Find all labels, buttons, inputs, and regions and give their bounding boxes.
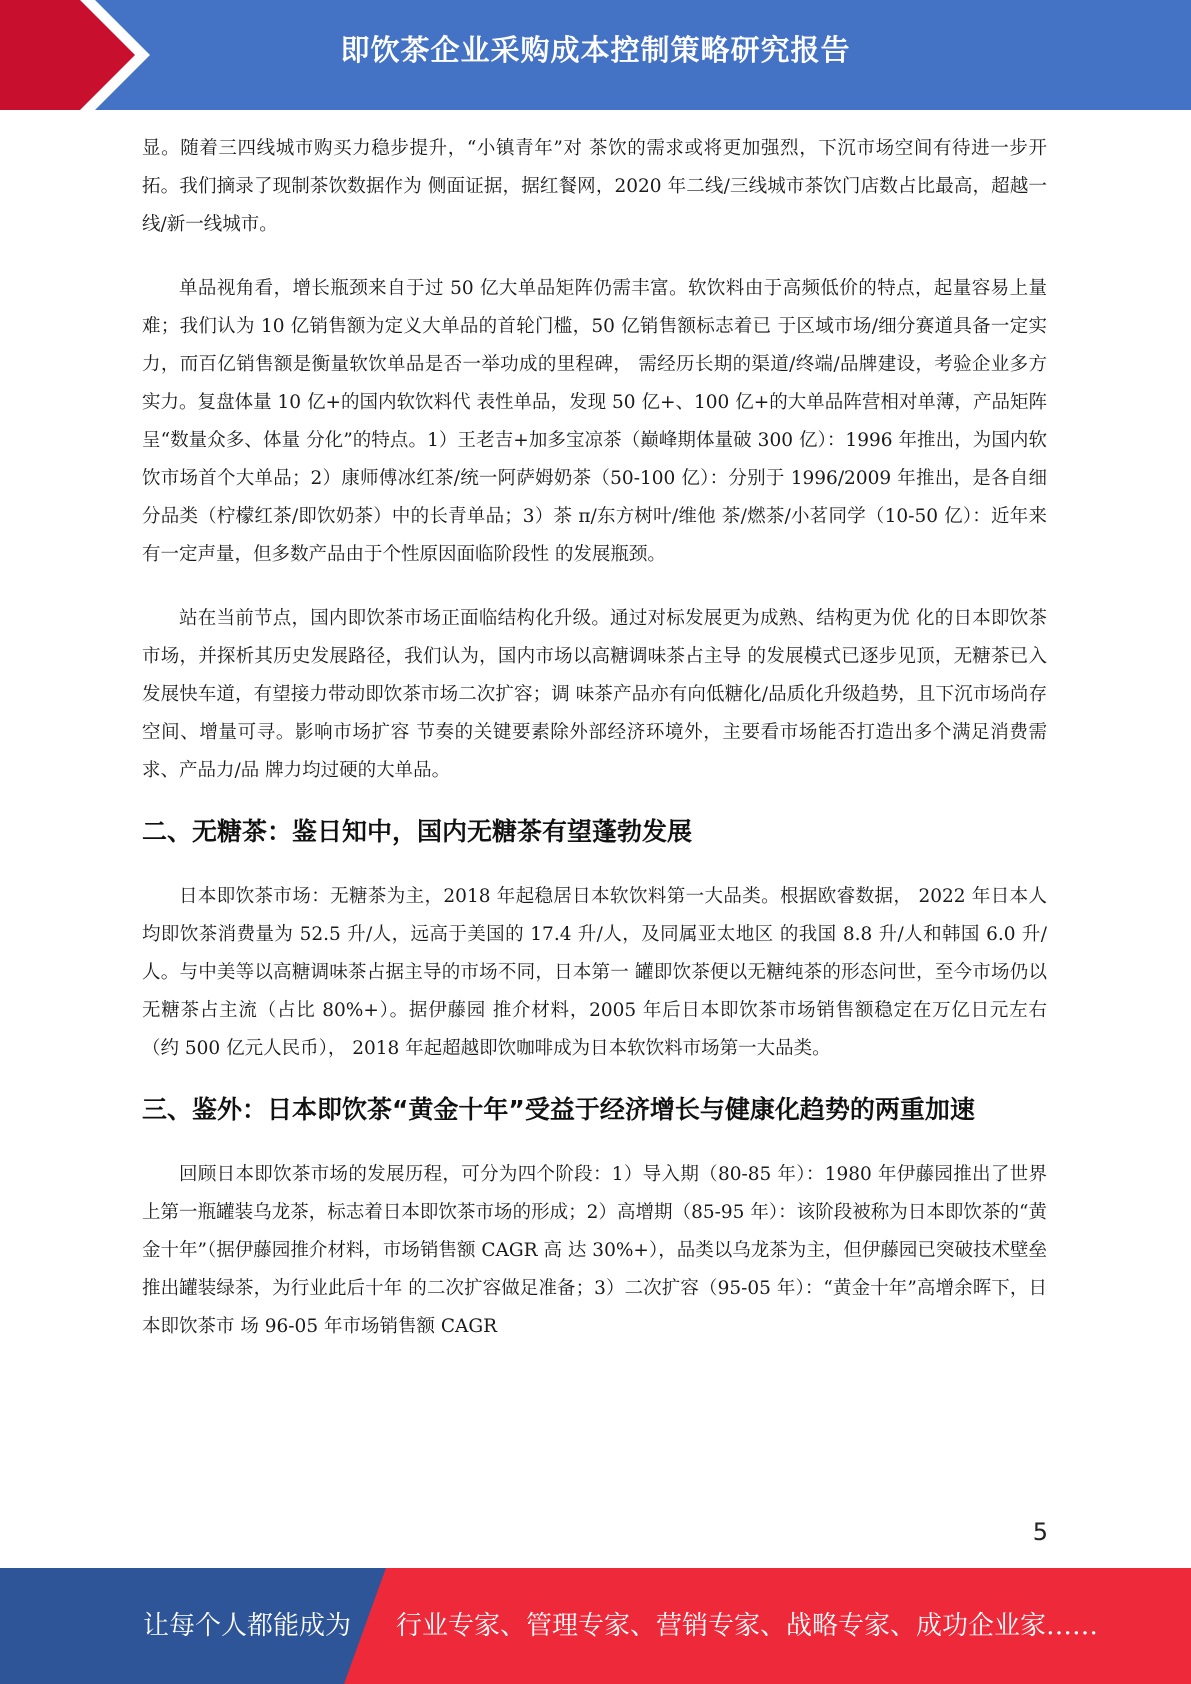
paragraph-current-stage: 站在当前节点，国内即饮茶市场正面临结构化升级。通过对标发展更为成熟、结构更为优 化的日本即饮茶市场，并探析其历史发展路径，我们认为，国内市场以高糖调味茶占主导 的发展模式已逐步见顶，无糖茶已入发展快车道，有望接力带动即饮茶市场二次扩容；调 味茶产品亦有向低糖化/品质化升级趋势，且下沉市场尚存空间、增量可寻。影响市场扩容 节奏的关键要素除外部经济环境外，主要看市场能否打造出多个满足消费需求、产品力/品 牌力均过硬的大单品。 xyxy=(142,608,1047,781)
report-title: 即饮茶企业采购成本控制策略研究报告 xyxy=(340,33,851,67)
page-footer xyxy=(0,1568,1191,1684)
paragraph-japan-history: 回顾日本即饮茶市场的发展历程，可分为四个阶段：1）导入期（80-85 年）：1980 年伊藤园推出了世界上第一瓶罐装乌龙茶，标志着日本即饮茶市场的形成；2）高增期（85-95 年）：该阶段被称为日本即饮茶的“黄金十年”（据伊藤园推介材料，市场销售额 CAGR 高 达 30%+），品类以乌龙茶为主，但伊藤园已突破技术壁垒推出罐装绿茶，为行业此后十年 的二次扩容做足准备；3）二次扩容（95-05 年）：“黄金十年”高增余晖下，日本即饮茶市 场 96-05 年市场销售额 CAGR xyxy=(142,1164,1047,1337)
footer-slogan-left: 让每个人都能成为 xyxy=(143,1611,352,1641)
paragraph-continuation: 显。随着三四线城市购买力稳步提升，“小镇青年”对 茶饮的需求或将更加强烈，下沉市场空间有待进一步开拓。我们摘录了现制茶饮数据作为 侧面证据，据红餐网，2020 年二线/三线城市茶饮门店数占比最高，超越一线/新一线城市。 xyxy=(142,138,1047,235)
paragraph-single-product: 单品视角看，增长瓶颈来自于过 50 亿大单品矩阵仍需丰富。软饮料由于高频低价的特点，起量容易上量难；我们认为 10 亿销售额为定义大单品的首轮门槛，50 亿销售额标志着已 于区域市场/细分赛道具备一定实力，而百亿销售额是衡量软饮单品是否一举功成的里程碑， 需经历长期的渠道/终端/品牌建设，考验企业多方实力。复盘体量 10 亿+的国内软饮料代 表性单品，发现 50 亿+、100 亿+的大单品阵营相对单薄，产品矩阵呈“数量众多、体量 分化”的特点。1）王老吉+加多宝凉茶（巅峰期体量破 300 亿）：1996 年推出，为国内软 饮市场首个大单品；2）康师傅冰红茶/统一阿萨姆奶茶（50-100 亿）：分别于 1996/2009 年推出，是各自细分品类（柠檬红茶/即饮奶茶）中的长青单品；3）茶 π/东方树叶/维他 茶/燃茶/小茗同学（10-50 亿）：近年来有一定声量，但多数产品由于个性原因面临阶段性 的发展瓶颈。 xyxy=(142,278,1047,565)
section-heading-2: 二、无糖茶：鉴日知中，国内无糖茶有望蓬勃发展 xyxy=(142,817,693,846)
footer-slogan-right: 行业专家、管理专家、营销专家、战略专家、成功企业家…… xyxy=(396,1611,1099,1641)
paragraph-japan-market: 日本即饮茶市场：无糖茶为主，2018 年起稳居日本软饮料第一大品类。根据欧睿数据， 2022 年日本人均即饮茶消费量为 52.5 升/人，远高于美国的 17.4 升/人，及同属亚太地区 的我国 8.8 升/人和韩国 6.0 升/人。与中美等以高糖调味茶占据主导的市场不同，日本第一 罐即饮茶便以无糖纯茶的形态问世，至今市场仍以无糖茶占主流（占比 80%+）。据伊藤园 推介材料，2005 年后日本即饮茶市场销售额稳定在万亿日元左右（约 500 亿元人民币）， 2018 年起超越即饮咖啡成为日本软饮料市场第一大品类。 xyxy=(142,886,1047,1059)
page-header xyxy=(0,0,1191,110)
document-body xyxy=(142,130,1047,1346)
page-number: 5 xyxy=(1032,1518,1048,1546)
section-heading-3: 三、鉴外：日本即饮茶“黄金十年”受益于经济增长与健康化趋势的两重加速 xyxy=(142,1095,975,1124)
